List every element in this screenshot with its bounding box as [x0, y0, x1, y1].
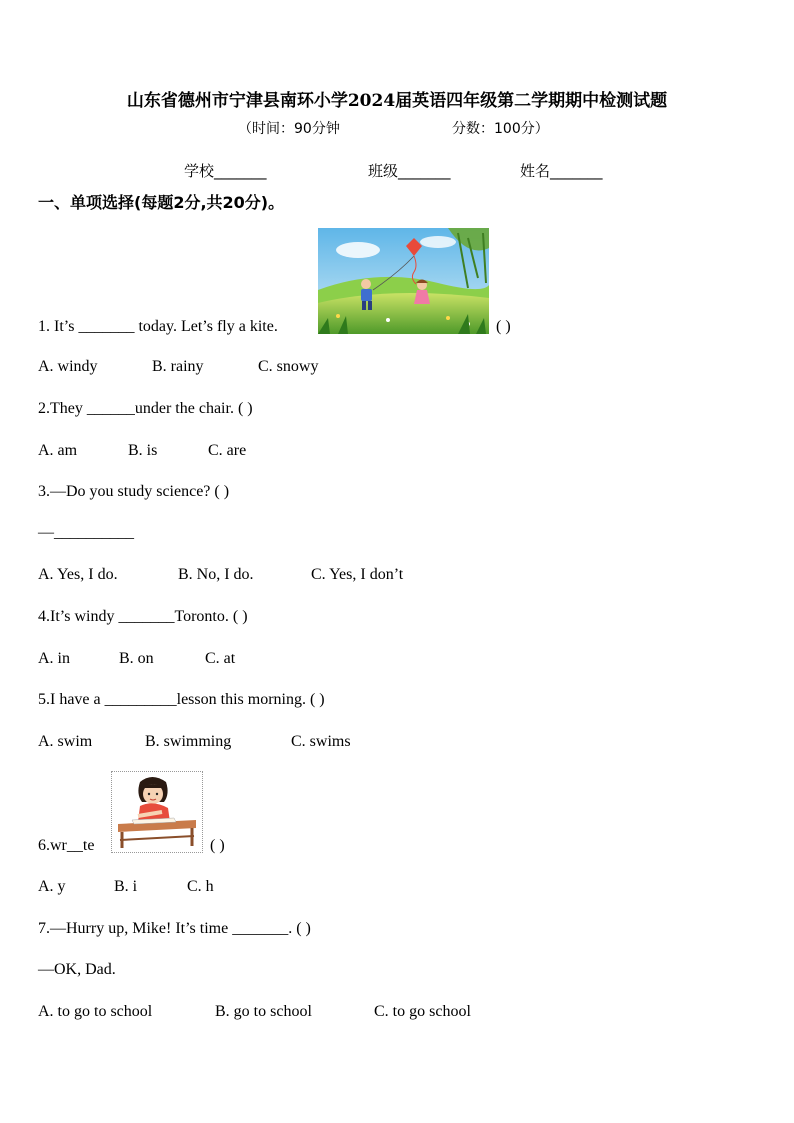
school-field[interactable]: 学校_______ [184, 162, 267, 180]
question-7-answer-line: —OK, Dad. [38, 961, 116, 978]
q5-option-a[interactable]: A. swim [38, 733, 93, 750]
q6-option-b[interactable]: B. i [114, 878, 138, 895]
q2-option-c[interactable]: C. are [208, 442, 247, 459]
q4-option-b[interactable]: B. on [119, 650, 154, 667]
q7-option-b[interactable]: B. go to school [215, 1003, 312, 1020]
girl-writing-picture [111, 771, 203, 853]
question-7-stem: 7.—Hurry up, Mike! It’s time _______. ( ) [38, 920, 311, 937]
q3-option-a[interactable]: A. Yes, I do. [38, 566, 118, 583]
q6-option-c[interactable]: C. h [187, 878, 214, 895]
question-1-bracket[interactable]: ( ) [496, 318, 511, 335]
q4-option-a[interactable]: A. in [38, 650, 70, 667]
class-field[interactable]: 班级_______ [368, 162, 451, 180]
q2-option-a[interactable]: A. am [38, 442, 78, 459]
q5-option-b[interactable]: B. swimming [145, 733, 232, 750]
name-field[interactable]: 姓名_______ [520, 162, 603, 180]
question-6-bracket[interactable]: ( ) [210, 837, 225, 854]
q2-option-b[interactable]: B. is [128, 442, 158, 459]
question-1-stem: 1. It’s _______ today. Let’s fly a kite. [38, 318, 278, 335]
question-4-stem: 4.It’s windy _______Toronto. ( ) [38, 608, 248, 625]
section-heading: 一、单项选择(每题2分,共20分)。 [38, 193, 285, 212]
question-2-stem: 2.They ______under the chair. ( ) [38, 400, 253, 417]
q5-option-c[interactable]: C. swims [291, 733, 351, 750]
q7-option-c[interactable]: C. to go school [374, 1003, 471, 1020]
q3-option-c[interactable]: C. Yes, I don’t [311, 566, 404, 583]
q7-option-a[interactable]: A. to go to school [38, 1003, 153, 1020]
q1-option-c[interactable]: C. snowy [258, 358, 319, 375]
question-6-stem: 6.wr__te [38, 837, 95, 854]
page-title: 山东省德州市宁津县南环小学2024届英语四年级第二学期期中检测试题 [126, 91, 668, 111]
kite-picture [318, 228, 489, 334]
exam-time: （时间：90分钟 [238, 121, 340, 137]
question-3-answer-line[interactable]: —__________ [38, 524, 134, 541]
q6-option-a[interactable]: A. y [38, 878, 66, 895]
q3-option-b[interactable]: B. No, I do. [178, 566, 254, 583]
exam-score: 分数：100分） [452, 121, 549, 137]
question-3-stem: 3.—Do you study science? ( ) [38, 483, 230, 500]
q1-option-a[interactable]: A. windy [38, 358, 98, 375]
question-5-stem: 5.I have a _________lesson this morning. ( ) [38, 691, 325, 708]
q1-option-b[interactable]: B. rainy [152, 358, 204, 375]
q4-option-c[interactable]: C. at [205, 650, 236, 667]
